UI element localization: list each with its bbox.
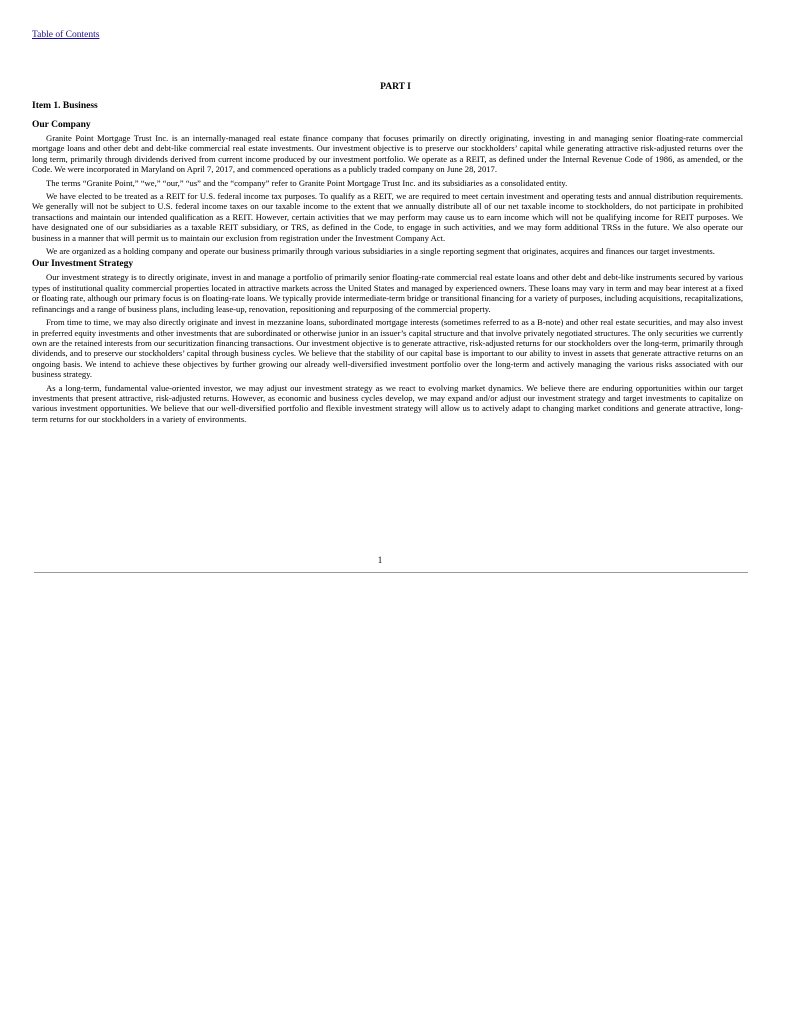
part-title: PART I bbox=[380, 82, 411, 92]
paragraph: Our investment strategy is to directly originate, invest in and manage a portfolio of primarily senior floating-rate commercial real estate loans and other debt and debt-like instruments secured by various types of institutional quality commercial properties located in attractive markets across the United States and managed by experienced owners. These loans may vary in term and may bear interest at a fixed or floating rate, although our primary focus is on floating-rate loans. We typically provide intermediate-term bridge or transitional financing for a variety of purposes, including acquisitions, recapitalizations, refinancings and a range of business plans, including lease-up, renovation, repositioning and repurposing of the commercial property. bbox=[32, 272, 743, 314]
section-our-investment-strategy bbox=[32, 259, 743, 424]
paragraph: We have elected to be treated as a REIT for U.S. federal income tax purposes. To qualify as a REIT, we are required to meet certain investment and operating tests and annual distribution requirements. We generally will not be subject to U.S. federal income taxes on our taxable income to the extent that we annually distribute all of our net taxable income to stockholders, do not participate in prohibited transactions and maintain our intended qualification as a REIT. However, certain activities that we may perform may cause us to earn income which will not be qualifying income for REIT purposes. We have designated one of our subsidiaries as a taxable REIT subsidiary, or TRS, as defined in the Code, to engage in such activities, and we may form additional TRSs in the future. We also operate our business in a manner that will permit us to maintain our exclusion from registration under the Investment Company Act. bbox=[32, 191, 743, 243]
paragraph: We are organized as a holding company and operate our business primarily through various subsidiaries in a single reporting segment that originates, acquires and finances our target investments. bbox=[46, 246, 715, 257]
item-title: Item 1. Business bbox=[32, 101, 98, 111]
section-heading-our-investment-strategy: Our Investment Strategy bbox=[32, 259, 134, 270]
paragraph: Granite Point Mortgage Trust Inc. is an internally-managed real estate finance company that focuses primarily on directly originating, investing in and managing senior floating-rate commercial mortgage loans and other debt and debt-like commercial real estate investments. Our investment objective is to preserve our stockholders’ capital while generating attractive risk-adjusted returns over the long term, primarily through dividends derived from current income produced by our investment portfolio. We operate as a REIT, as defined under the Internal Revenue Code of 1986, as amended, or the Code. We were incorporated in Maryland on April 7, 2017, and commenced operations as a publicly traded company on June 28, 2017. bbox=[32, 133, 743, 175]
paragraph: As a long-term, fundamental value-oriented investor, we may adjust our investment strategy as we react to evolving market dynamics. We believe there are enduring opportunities within our target investments that present attractive, risk-adjusted returns. However, as economic and business cycles develop, we may expand and/or adjust our investment strategy and target investments to capitalize on various investment opportunities. We believe that our well-diversified portfolio and flexible investment strategy will allow us to actively adapt to changing market conditions and generate attractive, long-term returns for our stockholders in a variety of environments. bbox=[32, 382, 743, 424]
section-heading-our-company: Our Company bbox=[32, 120, 91, 130]
table-of-contents-link[interactable]: Table of Contents bbox=[32, 30, 100, 40]
page-footer-divider bbox=[34, 572, 748, 573]
paragraph: From time to time, we may also directly originate and invest in mezzanine loans, subordinated mortgage interests (sometimes referred to as a B-note) and other real estate securities, and may also invest in preferred equity investments and other investments that are subordinated or otherwise junior in an issuer’s capital structure and that involve privately negotiated structures. The only securities we currently own are the retained interests from our securitization financing transactions. Our investment objective is to generate attractive, risk-adjusted returns for our stockholders over the long-term, primarily through dividends, and to preserve our stockholders’ capital through business cycles. We believe that the stability of our capital base is important to our ability to invest in assets that generate attractive returns on an ongoing basis. We intend to achieve these objectives by further growing our already well-diversified investment portfolio over the long-term and actively managing the various risks associated with our business strategy. bbox=[32, 317, 743, 380]
paragraph: The terms “Granite Point,” “we,” “our,” “us” and the “company” refer to Granite Point Mortgage Trust Inc. and its subsidiaries as a consolidated entity. bbox=[46, 177, 568, 188]
page-number: 1 bbox=[377, 555, 383, 565]
section-our-company bbox=[32, 120, 743, 256]
